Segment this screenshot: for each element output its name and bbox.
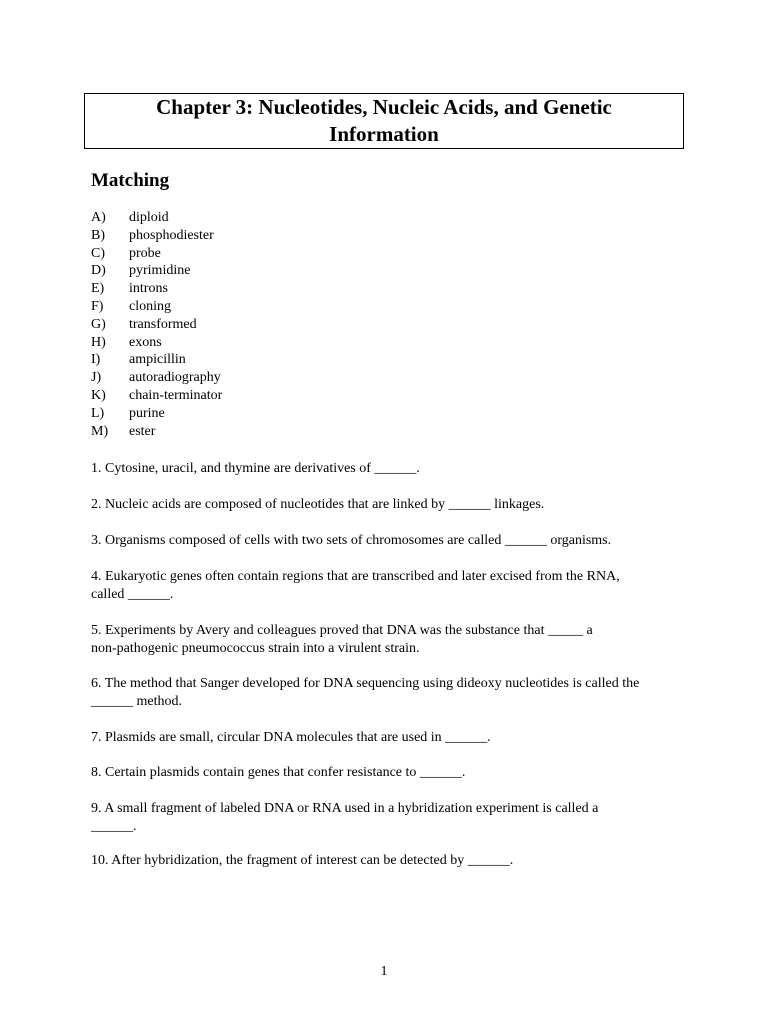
term-letter: C) xyxy=(91,245,105,261)
term-letter: B) xyxy=(91,227,105,243)
term-item xyxy=(91,298,222,316)
question-1 xyxy=(91,460,691,478)
term-item xyxy=(91,262,222,280)
term-item xyxy=(91,387,222,405)
question-line: 3. Organisms composed of cells with two sets of chromosomes are called ______ organisms. xyxy=(91,533,612,548)
term-text: phosphodiester xyxy=(129,227,214,243)
term-text: pyrimidine xyxy=(129,263,191,279)
question-line: 9. A small fragment of labeled DNA or RNA used in a hybridization experiment is called a xyxy=(91,801,599,816)
term-text: exons xyxy=(129,334,162,350)
question-line: 6. The method that Sanger developed for DNA sequencing using dideoxy nucleotides is called the xyxy=(91,676,640,691)
term-letter: D) xyxy=(91,263,106,279)
term-text: chain-terminator xyxy=(129,387,223,403)
term-letter: K) xyxy=(91,387,106,403)
question-line: 1. Cytosine, uracil, and thymine are derivatives of ______. xyxy=(91,461,420,476)
term-item xyxy=(91,316,222,334)
term-item xyxy=(91,405,222,423)
term-item xyxy=(91,245,222,263)
term-letter: J) xyxy=(91,370,102,386)
question-line: 4. Eukaryotic genes often contain regions that are transcribed and later excised from the RNA, xyxy=(91,569,620,584)
term-letter: H) xyxy=(91,334,106,350)
term-text: probe xyxy=(129,245,161,261)
term-text: ester xyxy=(129,423,156,439)
question-line: 5. Experiments by Avery and colleagues proved that DNA was the substance that _____ a xyxy=(91,623,593,638)
chapter-title-box xyxy=(84,93,684,149)
term-item xyxy=(91,280,222,298)
question-line: ______ method. xyxy=(91,693,182,709)
term-text: transformed xyxy=(129,316,197,332)
term-item xyxy=(91,369,222,387)
question-4 xyxy=(91,568,691,603)
question-line: 8. Certain plasmids contain genes that confer resistance to ______. xyxy=(91,765,466,780)
term-item xyxy=(91,423,222,441)
matching-term-list xyxy=(91,209,222,440)
term-letter: G) xyxy=(91,316,106,332)
question-line: 2. Nucleic acids are composed of nucleotides that are linked by ______ linkages. xyxy=(91,497,545,512)
term-item xyxy=(91,209,222,227)
term-item xyxy=(91,227,222,245)
term-item xyxy=(91,351,222,369)
term-letter: F) xyxy=(91,298,104,314)
question-5 xyxy=(91,622,691,657)
question-6 xyxy=(91,675,691,710)
question-line: 7. Plasmids are small, circular DNA molecules that are used in ______. xyxy=(91,730,491,745)
term-text: cloning xyxy=(129,298,171,314)
section-heading: Matching xyxy=(91,170,170,191)
question-line: non-pathogenic pneumococcus strain into a virulent strain. xyxy=(91,640,420,656)
term-letter: A) xyxy=(91,210,106,225)
term-text: autoradiography xyxy=(129,370,221,386)
term-text: introns xyxy=(129,281,168,297)
page-number: 1 xyxy=(380,964,388,979)
question-line: ______. xyxy=(91,818,137,834)
term-text: purine xyxy=(129,405,165,421)
term-item xyxy=(91,334,222,352)
term-letter: E) xyxy=(91,281,105,297)
question-3 xyxy=(91,532,691,550)
question-line: called ______. xyxy=(91,586,174,602)
term-letter: I) xyxy=(91,352,101,368)
question-7 xyxy=(91,729,691,747)
question-2 xyxy=(91,496,691,514)
term-letter: M) xyxy=(91,423,109,439)
question-10 xyxy=(91,852,691,870)
term-letter: L) xyxy=(91,405,105,421)
question-9 xyxy=(91,800,691,835)
question-8 xyxy=(91,764,691,782)
term-text: ampicillin xyxy=(129,352,186,368)
term-text: diploid xyxy=(129,210,169,225)
chapter-title-line-2: Information xyxy=(329,122,439,146)
chapter-title-line-1: Chapter 3: Nucleotides, Nucleic Acids, and Genetic xyxy=(156,95,612,119)
question-line: 10. After hybridization, the fragment of interest can be detected by ______. xyxy=(91,853,514,868)
